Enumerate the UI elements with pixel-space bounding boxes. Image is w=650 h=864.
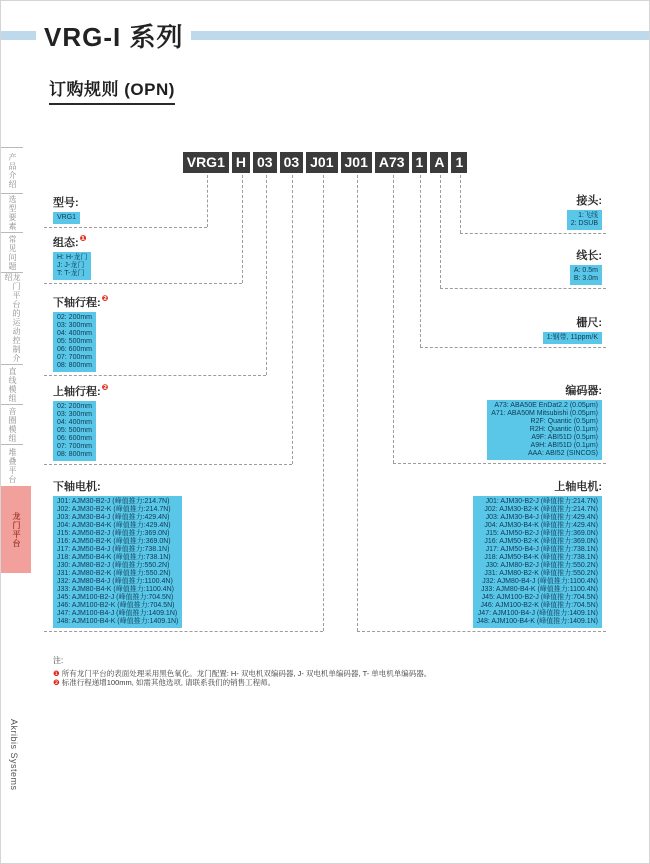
callout-config (53, 234, 91, 280)
section-heading: 订购规则 (OPN) (49, 75, 175, 105)
accent-bar-right (191, 31, 649, 40)
option-item: 03: 300mm (57, 411, 93, 418)
connector-vline (323, 175, 324, 631)
option-item: J45: AJM100-B2-J (峰值推力:704.5N) (481, 594, 598, 601)
option-item: T: T-龙门 (57, 270, 85, 277)
option-item: J33: AJM80-B4-K (峰值推力:1100.4N) (481, 586, 598, 593)
option-list (53, 212, 80, 224)
part-code-segment: J01 (306, 152, 337, 173)
option-item: J30: AJM80-B2-J (峰值推力:550.2N) (485, 562, 598, 569)
connector-hline (44, 227, 207, 228)
option-item: J47: AJM100-B4-J (峰值推力:1409.1N) (57, 610, 178, 617)
option-list (487, 400, 602, 460)
option-item: 02: 200mm (57, 403, 93, 410)
sidebar-tab: 堆叠平台 (1, 444, 23, 486)
page-header (1, 17, 649, 54)
option-item: 02: 200mm (57, 314, 93, 321)
connector-vline (460, 175, 461, 233)
part-code-segment: H (232, 152, 250, 173)
callout-label: 栅尺: (576, 317, 602, 329)
sidebar-tab: 龙门平台 (1, 486, 31, 573)
callout-label: 下轴电机: (53, 481, 101, 493)
option-item: J31: AJM80-B2-K (峰值推力:550.2N) (484, 570, 598, 577)
note-text: 所有龙门平台的表面处理采用黑色氧化。龙门配置: H- 双电机双编码器, J- 双电机单编码器, T- 单电机单编码器。 (61, 668, 432, 678)
part-code-segment: J01 (341, 152, 372, 173)
option-item: 07: 700mm (57, 443, 93, 450)
option-item: J46: AJM100-B2-K (峰值推力:704.5N) (480, 602, 598, 609)
option-item: J30: AJM80-B2-J (峰值推力:550.2N) (57, 562, 170, 569)
connector-vline (266, 175, 267, 375)
note-line (53, 669, 431, 679)
option-item: A73: ABA50E EnDat2.2 (0.05μm) (494, 402, 598, 409)
callout-upper_motor (473, 478, 602, 628)
option-item: J48: AJM100-B4-K (峰值推力:1409.1N) (476, 618, 598, 625)
option-item: H: H-龙门 (57, 254, 88, 261)
connector-hline (393, 463, 606, 464)
part-code-segment: A73 (375, 152, 409, 173)
callout-label: 接头: (576, 195, 602, 207)
option-item: J18: AJM50-B4-K (峰值推力:738.1N) (484, 554, 598, 561)
callout-cable_length (570, 247, 602, 285)
connector-vline (440, 175, 441, 288)
option-item: 06: 600mm (57, 346, 93, 353)
option-list (53, 496, 182, 628)
option-item: 08: 800mm (57, 362, 93, 369)
note-ref-badge: ❷ (101, 383, 109, 393)
callout-label: 下轴行程:$^❷$ (53, 294, 109, 309)
option-item: J02: AJM30-B2-K (峰值推力:214.7N) (484, 506, 598, 513)
option-list (53, 312, 96, 372)
callout-scale (543, 314, 602, 344)
sidebar-tab: 龙门平台的运动控制介绍 (1, 272, 23, 364)
option-item: B: 3.0m (573, 275, 598, 282)
callout-label: 线长: (576, 250, 602, 262)
callout-model (53, 194, 80, 224)
option-item: J04: AJM30-B4-K (峰值推力:429.4N) (57, 522, 171, 529)
part-code-segment: 03 (253, 152, 277, 173)
option-item: J03: AJM30-B4-J (峰值推力:429.4N) (57, 514, 170, 521)
option-item: A: 0.5m (573, 267, 598, 274)
option-item: 04: 400mm (57, 330, 93, 337)
callout-label: 上轴电机: (554, 481, 602, 493)
accent-bar-left (1, 31, 36, 40)
callout-label: 编码器: (565, 385, 602, 397)
option-item: 08: 800mm (57, 451, 93, 458)
option-item: J17: AJM50-B4-J (峰值推力:738.1N) (57, 546, 170, 553)
connector-vline (357, 175, 358, 631)
part-code-segment: 03 (280, 152, 304, 173)
option-item: 1:飞线 (578, 212, 598, 219)
option-item: J31: AJM80-B2-K (峰值推力:550.2N) (57, 570, 171, 577)
option-list (567, 210, 602, 230)
option-item: J17: AJM50-B4-J (峰值推力:738.1N) (485, 546, 598, 553)
sidebar-tab: 选型要素 (1, 193, 23, 232)
brand-vertical-text: Akribis Systems (9, 719, 19, 791)
option-item: 07: 700mm (57, 354, 93, 361)
option-item: J33: AJM80-B4-K (峰值推力:1100.4N) (57, 586, 174, 593)
callout-label: 型号: (53, 197, 79, 209)
notes-heading: 注: (53, 656, 64, 665)
option-item: J03: AJM30-B4-J (峰值推力:429.4N) (485, 514, 598, 521)
connector-vline (207, 175, 208, 227)
note-marker: ❷ (53, 678, 60, 687)
page-title: VRG-I 系列 (44, 22, 184, 52)
option-item: R2F: Quantic (0.5μm) (530, 418, 598, 425)
part-code-segment: 1 (412, 152, 428, 173)
connector-hline (357, 631, 606, 632)
callout-label: 组态:$^❶$ (53, 234, 87, 249)
note-text: 标准行程递增100mm, 如需其他选项, 请联系我们的销售工程师。 (61, 678, 276, 687)
connector-hline (460, 233, 606, 234)
option-item: J48: AJM100-B4-K (峰值推力:1409.1N) (57, 618, 179, 625)
option-item: AAA: ABI52 (SINCOS) (527, 450, 598, 457)
callout-label: 上轴行程:$^❷$ (53, 383, 109, 398)
option-item: J18: AJM50-B4-K (峰值推力:738.1N) (57, 554, 171, 561)
connector-hline (44, 631, 323, 632)
sidebar-tab: 直线模组 (1, 364, 23, 404)
sidebar-tab: 音圈模组 (1, 404, 23, 444)
note-line (53, 678, 431, 688)
part-code-segment: A (430, 152, 448, 173)
option-item: J32: AJM80-B4-J (峰值推力:1100.4N) (57, 578, 173, 585)
connector-hline (44, 375, 266, 376)
option-item: 2: DSUB (570, 220, 598, 227)
option-item: J45: AJM100-B2-J (峰值推力:704.5N) (57, 594, 174, 601)
option-item: 1:钢带, 11ppm/K (546, 334, 598, 341)
option-item: 04: 400mm (57, 419, 93, 426)
option-item: 05: 500mm (57, 338, 93, 345)
option-list (543, 332, 602, 344)
connector-hline (44, 464, 292, 465)
option-list (53, 401, 96, 461)
connector-hline (440, 288, 606, 289)
connector-hline (420, 347, 606, 348)
option-item: 03: 300mm (57, 322, 93, 329)
callout-encoder (487, 382, 602, 460)
option-item: J15: AJM50-B2-J (峰值推力:369.0N) (57, 530, 170, 537)
option-item: J04: AJM30-B4-K (峰值推力:429.4N) (484, 522, 598, 529)
option-item: 06: 600mm (57, 435, 93, 442)
part-code-segment: 1 (451, 152, 467, 173)
option-list (473, 496, 602, 628)
option-item: A9F: ABI51D (0.5μm) (531, 434, 598, 441)
note-ref-badge: ❷ (101, 294, 109, 304)
connector-vline (242, 175, 243, 283)
option-list (53, 252, 91, 280)
option-item: A71: ABA50M Mitsubishi (0.05μm) (491, 410, 598, 417)
option-item: J15: AJM50-B2-J (峰值推力:369.0N) (485, 530, 598, 537)
option-item: A9H: ABI51D (0.1μm) (530, 442, 598, 449)
connector-vline (393, 175, 394, 463)
option-item: J46: AJM100-B2-K (峰值推力:704.5N) (57, 602, 175, 609)
option-item: R2H: Quantic (0.1μm) (529, 426, 598, 433)
callout-upper_travel (53, 383, 108, 461)
part-number-row (1, 152, 649, 173)
notes (53, 656, 431, 688)
connector-vline (292, 175, 293, 464)
option-item: J01: AJM30-B2-J (峰值推力:214.7N) (485, 498, 598, 505)
option-list (570, 265, 602, 285)
option-item: J16: AJM50-B2-K (峰值推力:369.0N) (484, 538, 598, 545)
option-item: J47: AJM100-B4-J (峰值推力:1409.1N) (477, 610, 598, 617)
note-ref-badge: ❶ (79, 234, 87, 244)
part-code-segment: VRG1 (183, 152, 229, 173)
option-item: J16: AJM50-B2-K (峰值推力:369.0N) (57, 538, 171, 545)
callout-connector (567, 192, 602, 230)
note-marker: ❶ (53, 668, 60, 678)
connector-vline (420, 175, 421, 347)
sidebar-tab: 产品介绍 (1, 147, 23, 193)
option-item: J01: AJM30-B2-J (峰值推力:214.7N) (57, 498, 170, 505)
callout-lower_travel (53, 294, 108, 372)
option-item: 05: 500mm (57, 427, 93, 434)
sidebar-tab: 常见问题 (1, 232, 23, 272)
option-item: J02: AJM30-B2-K (峰值推力:214.7N) (57, 506, 171, 513)
option-item: J32: AJM80-B4-J (峰值推力:1100.4N) (482, 578, 598, 585)
option-item: J: J-龙门 (57, 262, 85, 269)
callout-lower_motor (53, 478, 182, 628)
connector-hline (44, 283, 242, 284)
option-item: VRG1 (57, 214, 77, 221)
